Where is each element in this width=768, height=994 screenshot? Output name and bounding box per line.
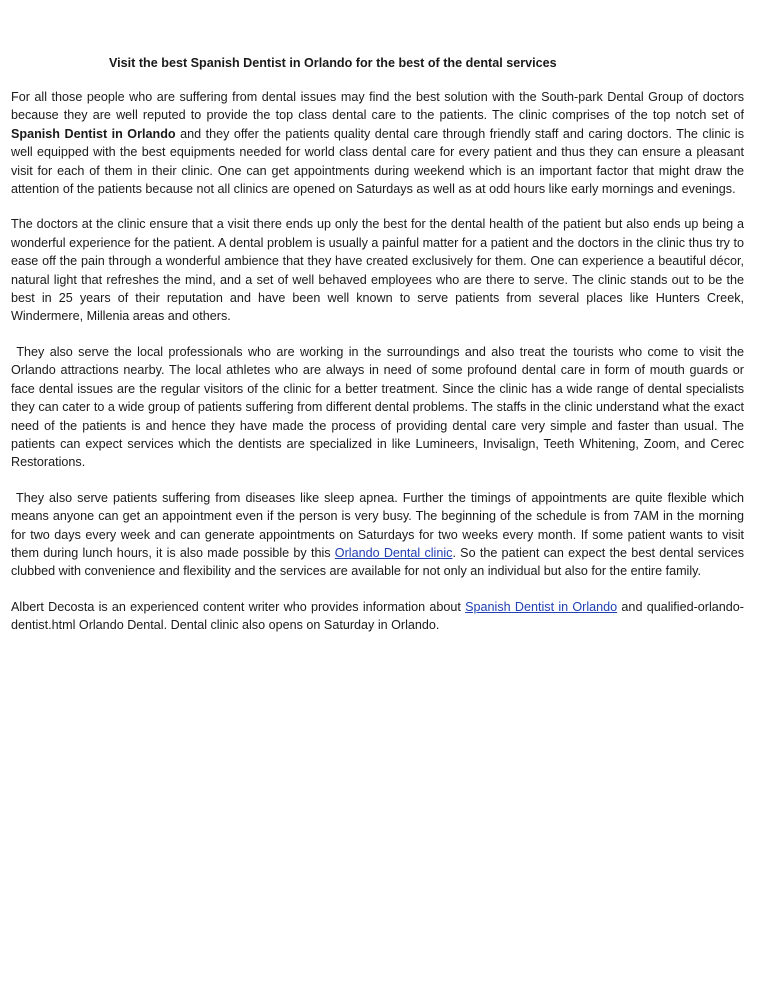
paragraph-local-professionals <box>11 343 744 472</box>
paragraph-appointments <box>11 489 744 581</box>
paragraph-intro-text-a: For all those people who are suffering from dental issues may find the best solution with the South-park Dental Group of doctors because they are well reputed to provide the top class dental care to the patients. The clinic comprises of the top notch set of <box>11 90 744 123</box>
paragraph-author-text-a: Albert Decosta is an experienced content writer who provides information about <box>11 599 466 614</box>
document-title: Visit the best Spanish Dentist in Orlando for the best of the dental services <box>109 56 557 70</box>
paragraph-author <box>11 598 744 635</box>
document-page <box>11 54 744 635</box>
paragraph-appointments-text-b: . So the patient can expect the best dental services clubbed with convenience and flexibility and the services are available for not only an individual but also for the entire family. <box>11 545 744 579</box>
orlando-dental-clinic-link[interactable]: Orlando Dental clinic <box>334 545 453 560</box>
paragraph-intro <box>11 88 744 198</box>
paragraph-author-text-b: and qualified-orlando-dentist.html Orlando Dental. Dental clinic also opens on Saturday in Orlando. <box>11 599 745 633</box>
paragraph-clinic-experience: The doctors at the clinic ensure that a visit there ends up only the best for the dental health of the patient but also ends up being a wonderful experience for the patient. A dental problem is usually a painful matter for a patient and the doctors in the clinic thus try to ease off the pain through a wonderful ambience that they have created exclusively for them. One can experience a beautiful décor, natural light that refreshes the mind, and a set of well behaved employees who are there to serve. The clinic stands out to be the best in 25 years of their reputation and have been well known to serve patients from several places like Hunters Creek, Windermere, Millenia areas and others. <box>11 217 744 324</box>
paragraph-appointments-text-a: They also serve patients suffering from diseases like sleep apnea. Further the timings of appointments are quite flexible which means anyone can get an appointment even if the person is very busy. The beginning of the schedule is from 7AM in the morning for two days every week and can generate appointments on Saturdays for two weeks every month. If some patient wants to visit them during lunch hours, it is also made possible by this <box>11 490 744 560</box>
spanish-dentist-link[interactable]: Spanish Dentist in Orlando <box>465 599 618 614</box>
paragraph-local-professionals-text: They also serve the local professionals who are working in the surroundings and also treat the tourists who come to visit the Orlando attractions nearby. The local athletes who are always in need of some profound dental care in form of mouth guards or face dental issues are the regular visitors of the clinic for a better treatment. Since the clinic has a wide range of dental specialists they can cater to a wide group of patients suffering from different dental problems. The staffs in the clinic understand what the exact need of the patients is and hence they have made the process of providing dental care very simple and faster than usual. The patients can expect services which the dentists are specialized in like Lumineers, Invisalign, Teeth Whitening, Zoom, and Cerec Restorations. <box>11 344 744 470</box>
bold-phrase-spanish-dentist: Spanish Dentist in Orlando <box>11 126 176 141</box>
paragraph-intro-text-b: and they offer the patients quality dental care through friendly staff and caring doctors. The clinic is well equipped with the best equipments needed for world class dental care for every patient and thus they can ensure a pleasant visit for each of them in their clinic. One can get appointments during weekend which is an important factor that might draw the attention of the patients because not all clinics are opened on Saturdays as well as at odd hours like early mornings and evenings. <box>11 126 744 197</box>
